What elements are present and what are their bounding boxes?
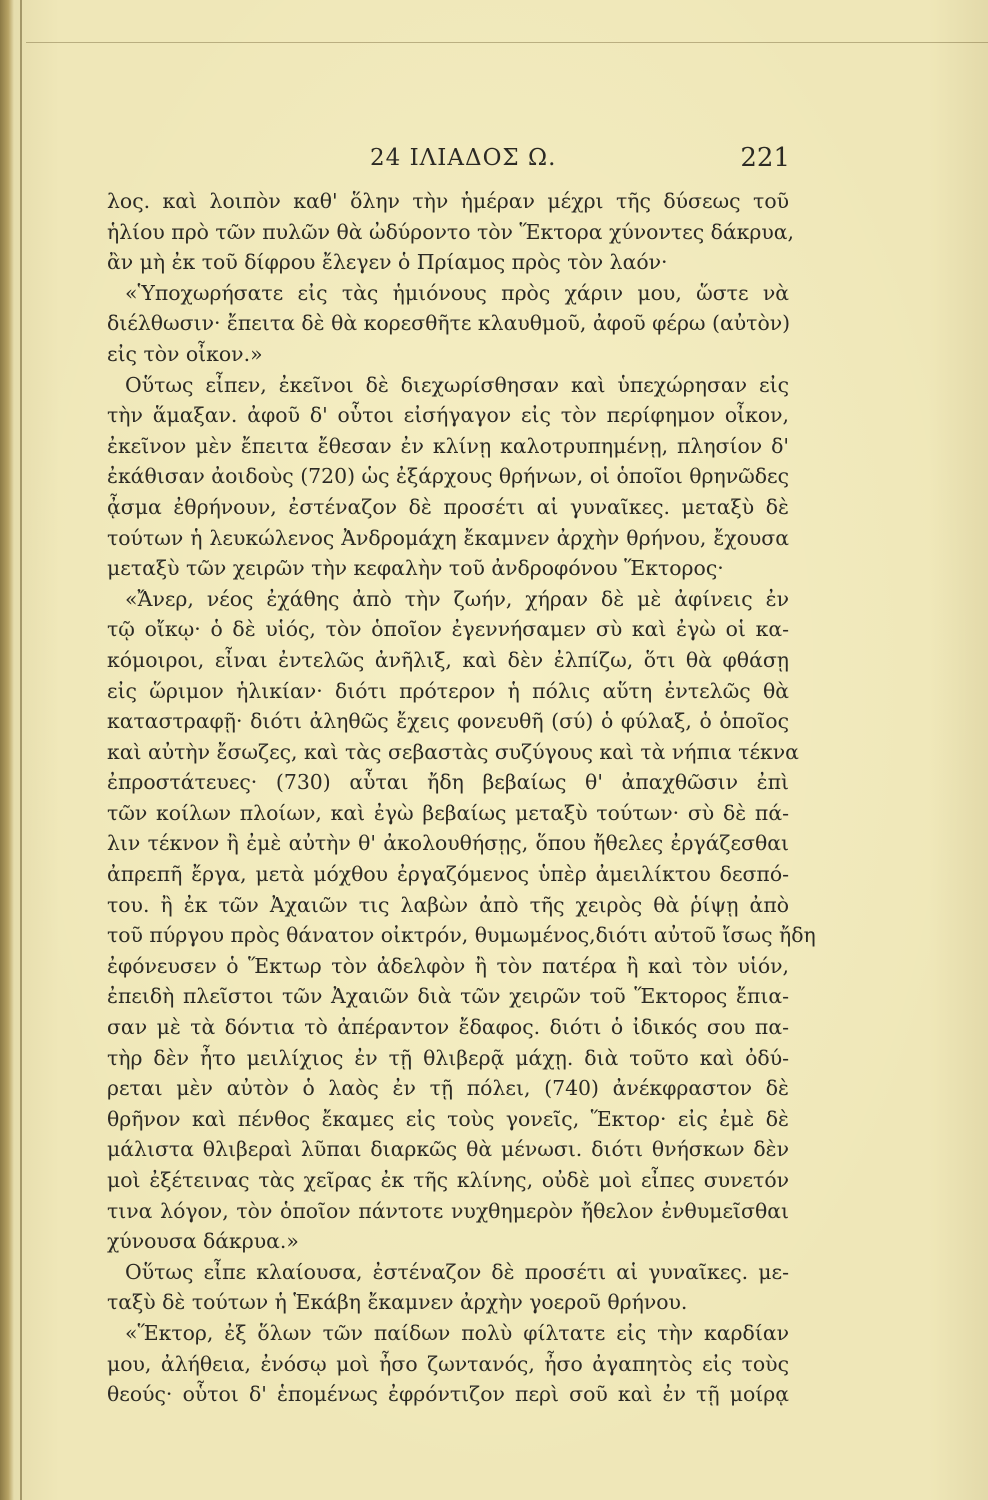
text-line: τὴν ἅμαξαν. ἀφοῦ δ' οὗτοι εἰσήγαγον εἰς τὸν περίφημον οἶκον, (107, 403, 789, 428)
text-line: τὴρ δὲν ἦτο μειλίχιος ἐν τῇ θλιβερᾷ μάχῃ. διὰ τοῦτο καὶ ὀδύ- (107, 1045, 789, 1070)
text-line: σαν μὲ τὰ δόντια τὸ ἀπέραντον ἔδαφος. διότι ὁ ἰδικός σου πα- (107, 1015, 789, 1040)
text-line: «Ἕκτορ, ἐξ ὅλων τῶν παίδων πολὺ φίλτατε εἰς τὴν καρδίαν (125, 1320, 789, 1345)
text-line: μοὶ ἐξέτεινας τὰς χεῖρας ἐκ τῆς κλίνης, οὐδὲ μοὶ εἶπες συνετόν (107, 1168, 789, 1192)
text-line: ταξὺ δὲ τούτων ἡ Ἑκάβη ἔκαμνεν ἀρχὴν γοεροῦ θρήνου. (107, 1290, 688, 1315)
text-line: λος. καὶ λοιπὸν καθ' ὅλην τὴν ἡμέραν μέχρι τῆς δύσεως τοῦ (107, 189, 789, 213)
body-text (107, 186, 816, 1410)
running-header (100, 140, 792, 180)
running-title: 24 ΙΛΙΑΔΟΣ Ω. (370, 145, 557, 171)
text-line: εἰς ὥριμον ἡλικίαν· διότι πρότερον ἡ πόλις αὕτη ἐντελῶς θὰ (107, 678, 789, 703)
text-line: τῶν κοίλων πλοίων, καὶ ἐγὼ βεβαίως μεταξὺ τούτων· σὺ δὲ πά- (107, 800, 789, 825)
text-line: «Ὑποχωρήσατε εἰς τὰς ἡμιόνους πρὸς χάριν μου, ὥστε νὰ (125, 280, 789, 305)
text-line: ἐφόνευσεν ὁ Ἕκτωρ τὸν ἀδελφὸν ἢ τὸν πατέρα ἢ καὶ τὸν υἱόν, (107, 953, 789, 978)
binding-line (20, 0, 22, 1500)
text-line: ᾆσμα ἐθρήνουν, ἐστέναζον δὲ προσέτι αἱ γυναῖκες. μεταξὺ δὲ (107, 494, 789, 519)
text-line: Οὕτως εἶπε κλαίουσα, ἐστέναζον δὲ προσέτι αἱ γυναῖκες. με- (125, 1259, 789, 1284)
text-line: Οὕτως εἶπεν, ἐκεῖνοι δὲ διεχωρίσθησαν καὶ ὑπεχώρησαν εἰς (125, 372, 789, 397)
text-line: χύνουσα δάκρυα.» (107, 1229, 299, 1254)
text-line: «Ἄνερ, νέος ἐχάθης ἀπὸ τὴν ζωήν, χήραν δὲ μὲ ἀφίνεις ἐν (125, 586, 789, 611)
text-line: λιν τέκνον ἢ ἐμὲ αὐτὴν θ' ἀκολουθήσῃς, ὅπου ἤθελες ἐργάζεσθαι (107, 831, 789, 856)
text-line: θεούς· οὗτοι δ' ἑπομένως ἐφρόντιζον περὶ σοῦ καὶ ἐν τῇ μοίρᾳ (107, 1382, 789, 1407)
text-line: μου, ἀλήθεια, ἐνόσῳ μοὶ ἦσο ζωντανός, ἦσο ἀγαπητὸς εἰς τοὺς (107, 1351, 789, 1376)
binding-edge (0, 0, 14, 1500)
text-line: κόμοιροι, εἶναι ἐντελῶς ἀνῆλιξ, καὶ δὲν ἐλπίζω, ὅτι θὰ φθάσῃ (107, 647, 789, 672)
text-line: του. ἢ ἐκ τῶν Ἀχαιῶν τις λαβὼν ἀπὸ τῆς χειρὸς θὰ ῥίψῃ ἀπὸ (107, 892, 789, 917)
text-line: τοῦ πύργου πρὸς θάνατον οἰκτρόν, θυμωμένος,διότι αὐτοῦ ἴσως ἤδη (107, 923, 816, 948)
text-line: τούτων ἡ λευκώλενος Ἀνδρομάχη ἔκαμνεν ἀρχὴν θρήνου, ἔχουσα (107, 525, 789, 550)
text-line: ἐπροστάτευες· (730) αὗται ἤδη βεβαίως θ' ἀπαχθῶσιν ἐπὶ (107, 770, 789, 795)
text-line: τινα λόγον, τὸν ὁποῖον πάντοτε νυχθημερὸν ἤθελον ἐνθυμεῖσθαι (107, 1198, 789, 1223)
page-number: 221 (740, 143, 790, 173)
text-line: ἀπρεπῆ ἔργα, μετὰ μόχθου ἐργαζόμενος ὑπὲρ ἀμειλίκτου δεσπό- (107, 862, 789, 887)
text-line: τῷ οἴκῳ· ὁ δὲ υἱός, τὸν ὁποῖον ἐγεννήσαμεν σὺ καὶ ἐγὼ οἱ κα- (107, 617, 789, 642)
text-line: ἂν μὴ ἐκ τοῦ δίφρου ἔλεγεν ὁ Πρίαμος πρὸς τὸν λαόν· (107, 250, 668, 275)
text-line: ἡλίου πρὸ τῶν πυλῶν θὰ ὠδύροντο τὸν Ἕκτορα χύνοντες δάκρυα, (107, 219, 795, 244)
text-line: ἐκεῖνον μὲν ἔπειτα ἔθεσαν ἐν κλίνῃ καλοτρυπημένῃ, πλησίον δ' (107, 433, 789, 458)
text-line: μεταξὺ τῶν χειρῶν τὴν κεφαλὴν τοῦ ἀνδροφόνου Ἕκτορος· (107, 556, 724, 581)
text-line: εἰς τὸν οἶκον.» (107, 341, 263, 366)
text-line: ἐκάθισαν ἀοιδοὺς (720) ὡς ἐξάρχους θρήνων, οἱ ὁποῖοι θρηνῶδες (107, 464, 789, 489)
text-line: καὶ αὐτὴν ἔσωζες, καὶ τὰς σεβαστὰς συζύγους καὶ τὰ νήπια τέκνα (107, 739, 799, 764)
page-top-edge (26, 42, 988, 43)
text-line: καταστραφῇ· διότι ἀληθῶς ἔχεις φονευθῆ (σύ) ὁ φύλαξ, ὁ ὁποῖος (107, 709, 789, 734)
text-line: ρεται μὲν αὐτὸν ὁ λαὸς ἐν τῇ πόλει, (740) ἀνέκφραστον δὲ (107, 1076, 789, 1101)
text-line: ἐπειδὴ πλεῖστοι τῶν Ἀχαιῶν διὰ τῶν χειρῶν τοῦ Ἕκτορος ἔπια- (107, 984, 789, 1009)
text-line: διέλθωσιν· ἔπειτα δὲ θὰ κορεσθῆτε κλαυθμοῦ, ἀφοῦ φέρω (αὐτὸν) (107, 311, 791, 336)
text-line: μάλιστα θλιβεραὶ λῦπαι διαρκῶς θὰ μένωσι. διότι θνήσκων δὲν (107, 1137, 789, 1162)
text-line: θρῆνον καὶ πένθος ἔκαμες εἰς τοὺς γονεῖς, Ἕκτορ· εἰς ἐμὲ δὲ (107, 1106, 789, 1131)
